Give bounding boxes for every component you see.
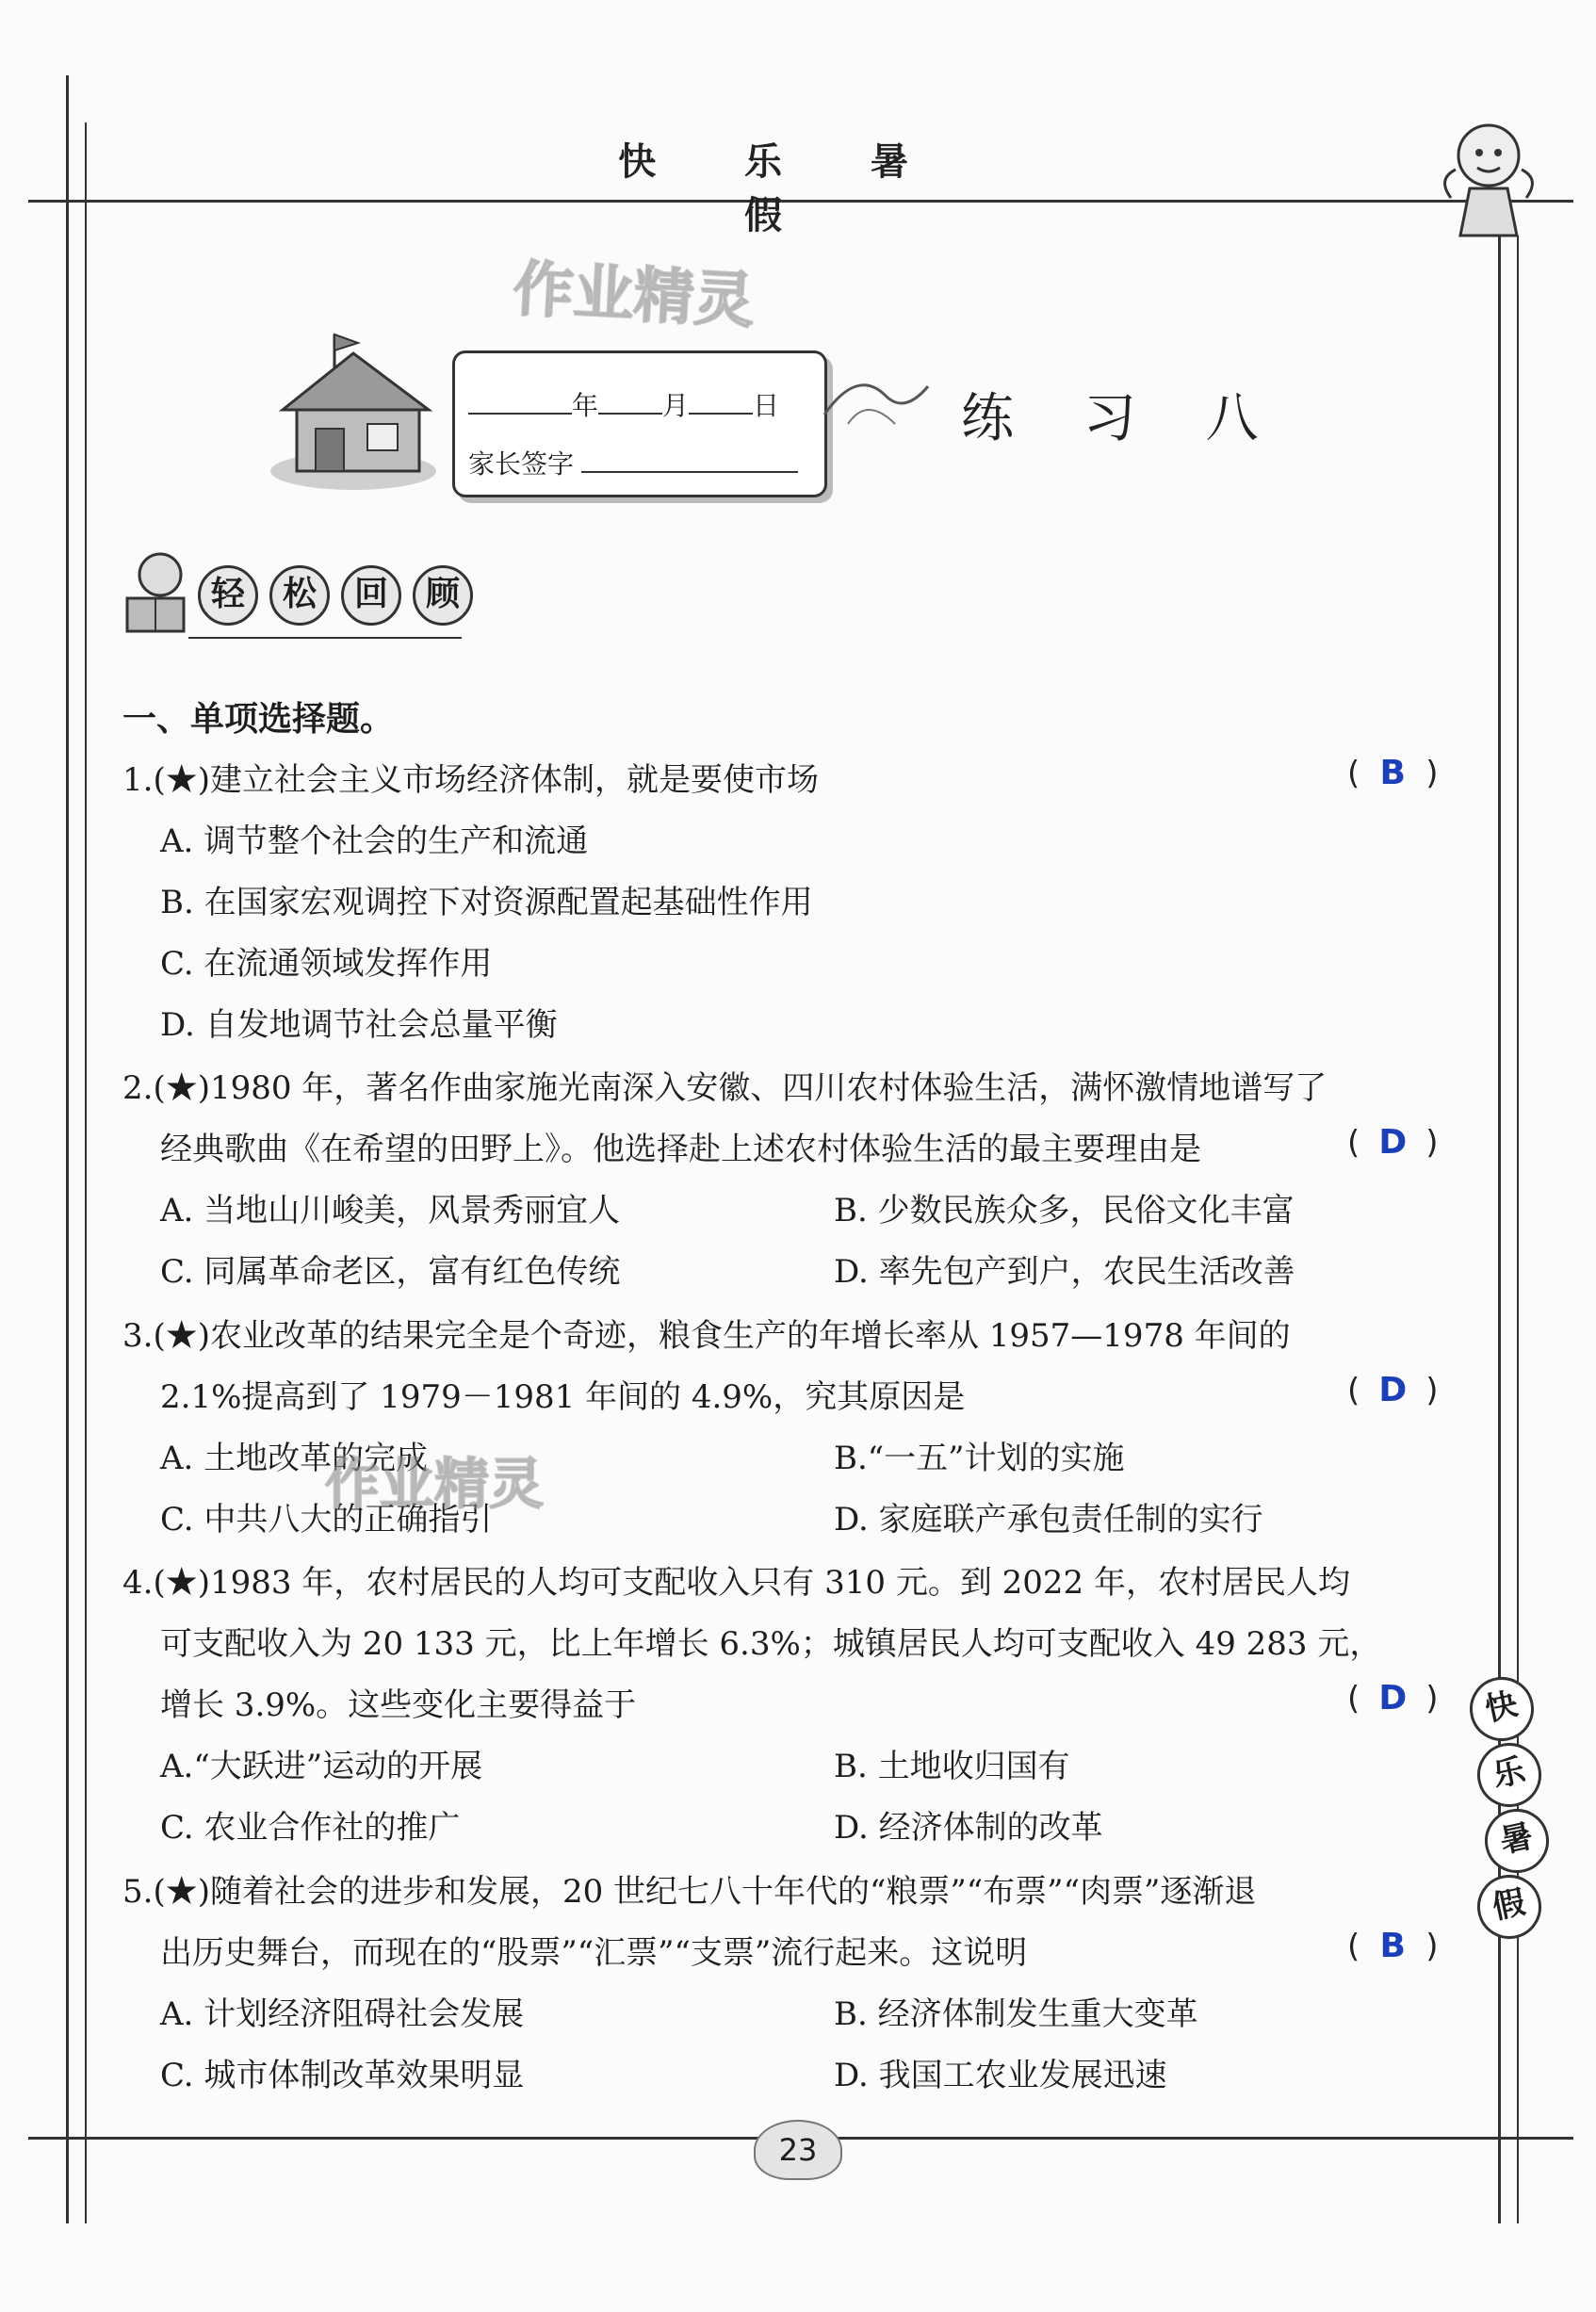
question-4-answer[interactable]: ( D ): [1347, 1679, 1439, 1718]
review-underline: [188, 637, 462, 639]
question-4-text: 增长 3.9%。这些变化主要得益于: [160, 1686, 637, 1724]
question-3-option-b: B.“一五”计划的实施: [834, 1440, 1125, 1477]
side-tab-char: 乐: [1472, 1737, 1548, 1814]
question-1-option-d: D. 自发地调节社会总量平衡: [160, 1006, 558, 1044]
house-icon: [264, 330, 443, 495]
review-badge-char: 松: [269, 565, 330, 626]
watermark: 作业精灵: [511, 254, 757, 337]
question-3-answer[interactable]: ( D ): [1347, 1371, 1439, 1409]
side-tab-char: 暑: [1479, 1803, 1555, 1880]
question-2-option-b: B. 少数民族众多，民俗文化丰富: [834, 1192, 1295, 1229]
year-blank[interactable]: [468, 388, 572, 415]
question-1-text: 1.(★)建立社会主义市场经济体制，就是要使市场: [122, 761, 819, 799]
section-title: 一、单项选择题。: [122, 700, 395, 739]
side-tab-char: 假: [1472, 1869, 1548, 1946]
question-4-option-a: A.“大跃进”运动的开展: [160, 1748, 483, 1785]
question-2-option-a: A. 当地山川峻美，风景秀丽宜人: [160, 1192, 621, 1229]
day-label: 日: [753, 390, 780, 421]
question-5-option-a: A. 计划经济阻碍社会发展: [160, 1995, 525, 2033]
question-4-option-d: D. 经济体制的改革: [834, 1809, 1103, 1847]
date-signature-box: [452, 350, 827, 497]
fairy-mascot-icon: [1432, 113, 1545, 245]
question-5-option-d: D. 我国工农业发展迅速: [834, 2057, 1167, 2094]
question-5-answer[interactable]: ( B ): [1347, 1927, 1439, 1965]
signature-label: 家长签字: [468, 448, 575, 480]
year-label: 年: [572, 390, 599, 421]
question-3-text: 3.(★)农业改革的结果完全是个奇迹，粮食生产的年增长率从 1957—1978 年间的: [122, 1317, 1291, 1355]
reading-boy-icon: [113, 546, 198, 641]
review-badge-char: 轻: [198, 565, 258, 626]
question-2-answer[interactable]: ( D ): [1347, 1123, 1439, 1162]
question-4-text: 可支配收入为 20 133 元，比上年增长 6.3%；城镇居民人均可支配收入 49 283 元，: [160, 1625, 1382, 1663]
month-label: 月: [662, 390, 690, 421]
review-badge-char: 回: [341, 565, 401, 626]
question-3-option-a: A. 土地改革的完成: [160, 1440, 429, 1477]
question-5-text: 5.(★)随着社会的进步和发展，20 世纪七八十年代的“粮票”“布票”“肉票”逐渐退: [122, 1873, 1257, 1911]
question-4-option-c: C. 农业合作社的推广: [160, 1809, 461, 1847]
day-blank[interactable]: [689, 388, 753, 415]
signature-blank[interactable]: [581, 447, 798, 473]
question-2-text: 经典歌曲《在希望的田野上》。他选择赴上述农村体验生活的最主要理由是: [160, 1131, 1201, 1168]
left-border-inner: [85, 122, 87, 2223]
question-2-option-d: D. 率先包产到户，农民生活改善: [834, 1253, 1295, 1291]
flourish-icon: [820, 358, 933, 443]
question-1-answer[interactable]: ( B ): [1347, 754, 1439, 792]
side-tab-char: 快: [1464, 1671, 1540, 1748]
header-title: 快 乐 暑 假: [618, 140, 946, 237]
question-3-text: 2.1%提高到了 1979－1981 年间的 4.9%，究其原因是: [160, 1378, 966, 1416]
question-5-option-b: B. 经济体制发生重大变革: [834, 1995, 1198, 2033]
watermark: 作业精灵: [325, 1452, 545, 1516]
review-badge: [198, 565, 484, 626]
question-2-text: 2.(★)1980 年，著名作曲家施光南深入安徽、四川农村体验生活，满怀激情地谱写了: [122, 1069, 1327, 1107]
question-5-text: 出历史舞台，而现在的“股票”“汇票”“支票”流行起来。这说明: [160, 1934, 1028, 1972]
exercise-title: 练 习 八: [961, 388, 1285, 449]
question-1-option-a: A. 调节整个社会的生产和流通: [160, 822, 589, 860]
question-2-option-c: C. 同属革命老区，富有红色传统: [160, 1253, 621, 1291]
question-1-option-b: B. 在国家宏观调控下对资源配置起基础性作用: [160, 884, 813, 921]
left-border: [66, 75, 69, 2223]
page-number: 23: [754, 2120, 842, 2180]
question-1-option-c: C. 在流通领域发挥作用: [160, 945, 493, 983]
question-4-option-b: B. 土地收归国有: [834, 1748, 1070, 1785]
review-badge-char: 顾: [413, 565, 473, 626]
month-blank[interactable]: [598, 388, 662, 415]
question-3-option-c: C. 中共八大的正确指引: [160, 1501, 493, 1539]
question-3-option-d: D. 家庭联产承包责任制的实行: [834, 1501, 1263, 1539]
question-5-option-c: C. 城市体制改革效果明显: [160, 2057, 525, 2094]
question-4-text: 4.(★)1983 年，农村居民的人均可支配收入只有 310 元。到 2022 年，农村居民人均: [122, 1564, 1350, 1602]
